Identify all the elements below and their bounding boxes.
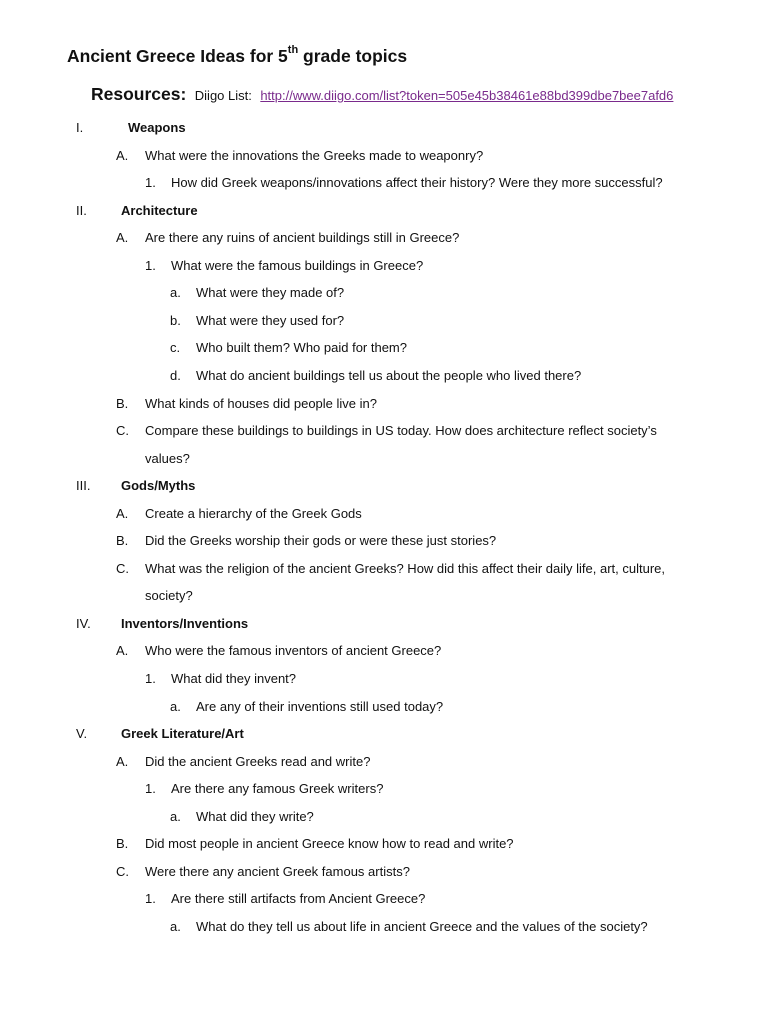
outline-text: Create a hierarchy of the Greek Gods bbox=[145, 506, 362, 521]
outline-text: What were they made of? bbox=[196, 285, 345, 300]
outline-text: Who were the famous inventors of ancient Greece? bbox=[145, 643, 442, 658]
outline-text: Weapons bbox=[128, 120, 186, 135]
outline-marker: d. bbox=[170, 368, 181, 383]
outline-text: Are there still artifacts from Ancient Greece? bbox=[171, 891, 426, 906]
outline-marker: C. bbox=[116, 561, 129, 576]
outline-text: How did Greek weapons/innovations affect their history? Were they more successful? bbox=[171, 175, 663, 190]
outline-marker: C. bbox=[116, 423, 129, 438]
outline-text: What were the innovations the Greeks made to weaponry? bbox=[145, 148, 484, 163]
outline-text: Greek Literature/Art bbox=[121, 726, 244, 741]
outline-text: Are there any ruins of ancient buildings still in Greece? bbox=[145, 230, 460, 245]
outline-text: What did they write? bbox=[196, 809, 314, 824]
outline-text: What do ancient buildings tell us about the people who lived there? bbox=[196, 368, 582, 383]
outline-text: Gods/Myths bbox=[121, 478, 196, 493]
page-title-rest: grade topics bbox=[298, 46, 408, 66]
outline-text: Were there any ancient Greek famous artists? bbox=[145, 864, 410, 879]
resources-label: Resources: bbox=[91, 84, 187, 104]
outline-marker: c. bbox=[170, 340, 181, 355]
outline-text: Did the ancient Greeks read and write? bbox=[145, 754, 371, 769]
outline-marker: C. bbox=[116, 864, 129, 879]
outline-marker: III. bbox=[76, 478, 91, 493]
resources-line bbox=[91, 84, 673, 105]
outline-marker: A. bbox=[116, 754, 129, 769]
outline-text: What do they tell us about life in ancient Greece and the values of the society? bbox=[196, 919, 648, 934]
outline-text: What did they invent? bbox=[171, 671, 297, 686]
outline-text: Are any of their inventions still used today? bbox=[196, 699, 444, 714]
outline-marker: 1. bbox=[145, 891, 156, 906]
outline-marker: V. bbox=[76, 726, 88, 741]
outline-marker: 1. bbox=[145, 258, 156, 273]
outline-marker: I. bbox=[76, 120, 84, 135]
outline-marker: B. bbox=[116, 533, 129, 548]
page-title-superscript: th bbox=[287, 44, 299, 57]
outline-text: Did most people in ancient Greece know how to read and write? bbox=[145, 836, 514, 851]
page-title bbox=[67, 46, 407, 67]
outline-marker: A. bbox=[116, 643, 129, 658]
outline-text: values? bbox=[145, 451, 190, 466]
outline-text: Compare these buildings to buildings in US today. How does architecture reflect society’s bbox=[145, 423, 657, 438]
outline-marker: B. bbox=[116, 396, 129, 411]
outline-text: society? bbox=[145, 588, 193, 603]
outline-marker: A. bbox=[116, 506, 129, 521]
outline-marker: A. bbox=[116, 148, 129, 163]
outline-text: What was the religion of the ancient Greeks? How did this affect their daily life, art, culture, bbox=[145, 561, 666, 576]
outline-text: Architecture bbox=[121, 203, 198, 218]
diigo-list-link[interactable]: http://www.diigo.com/list?token=505e45b38461e88bd399dbe7bee7afd6 bbox=[260, 88, 674, 103]
outline-text: What were the famous buildings in Greece? bbox=[171, 258, 424, 273]
outline-marker: b. bbox=[170, 313, 181, 328]
page-title-main: Ancient Greece Ideas for 5 bbox=[67, 46, 288, 66]
outline-marker: a. bbox=[170, 285, 181, 300]
diigo-list-label: Diigo List: bbox=[194, 88, 252, 103]
outline-marker: a. bbox=[170, 699, 181, 714]
outline-text: Who built them? Who paid for them? bbox=[196, 340, 407, 355]
outline-marker: B. bbox=[116, 836, 129, 851]
outline-marker: IV. bbox=[76, 616, 91, 631]
outline-text: What were they used for? bbox=[196, 313, 345, 328]
outline-text: Are there any famous Greek writers? bbox=[171, 781, 384, 796]
outline-marker: a. bbox=[170, 919, 181, 934]
outline-marker: II. bbox=[76, 203, 87, 218]
outline-text: Did the Greeks worship their gods or were these just stories? bbox=[145, 533, 497, 548]
outline-marker: 1. bbox=[145, 781, 156, 796]
outline-marker: 1. bbox=[145, 175, 156, 190]
outline-text: What kinds of houses did people live in? bbox=[145, 396, 377, 411]
outline-marker: 1. bbox=[145, 671, 156, 686]
outline-text: Inventors/Inventions bbox=[121, 616, 249, 631]
outline-marker: a. bbox=[170, 809, 181, 824]
outline-marker: A. bbox=[116, 230, 129, 245]
